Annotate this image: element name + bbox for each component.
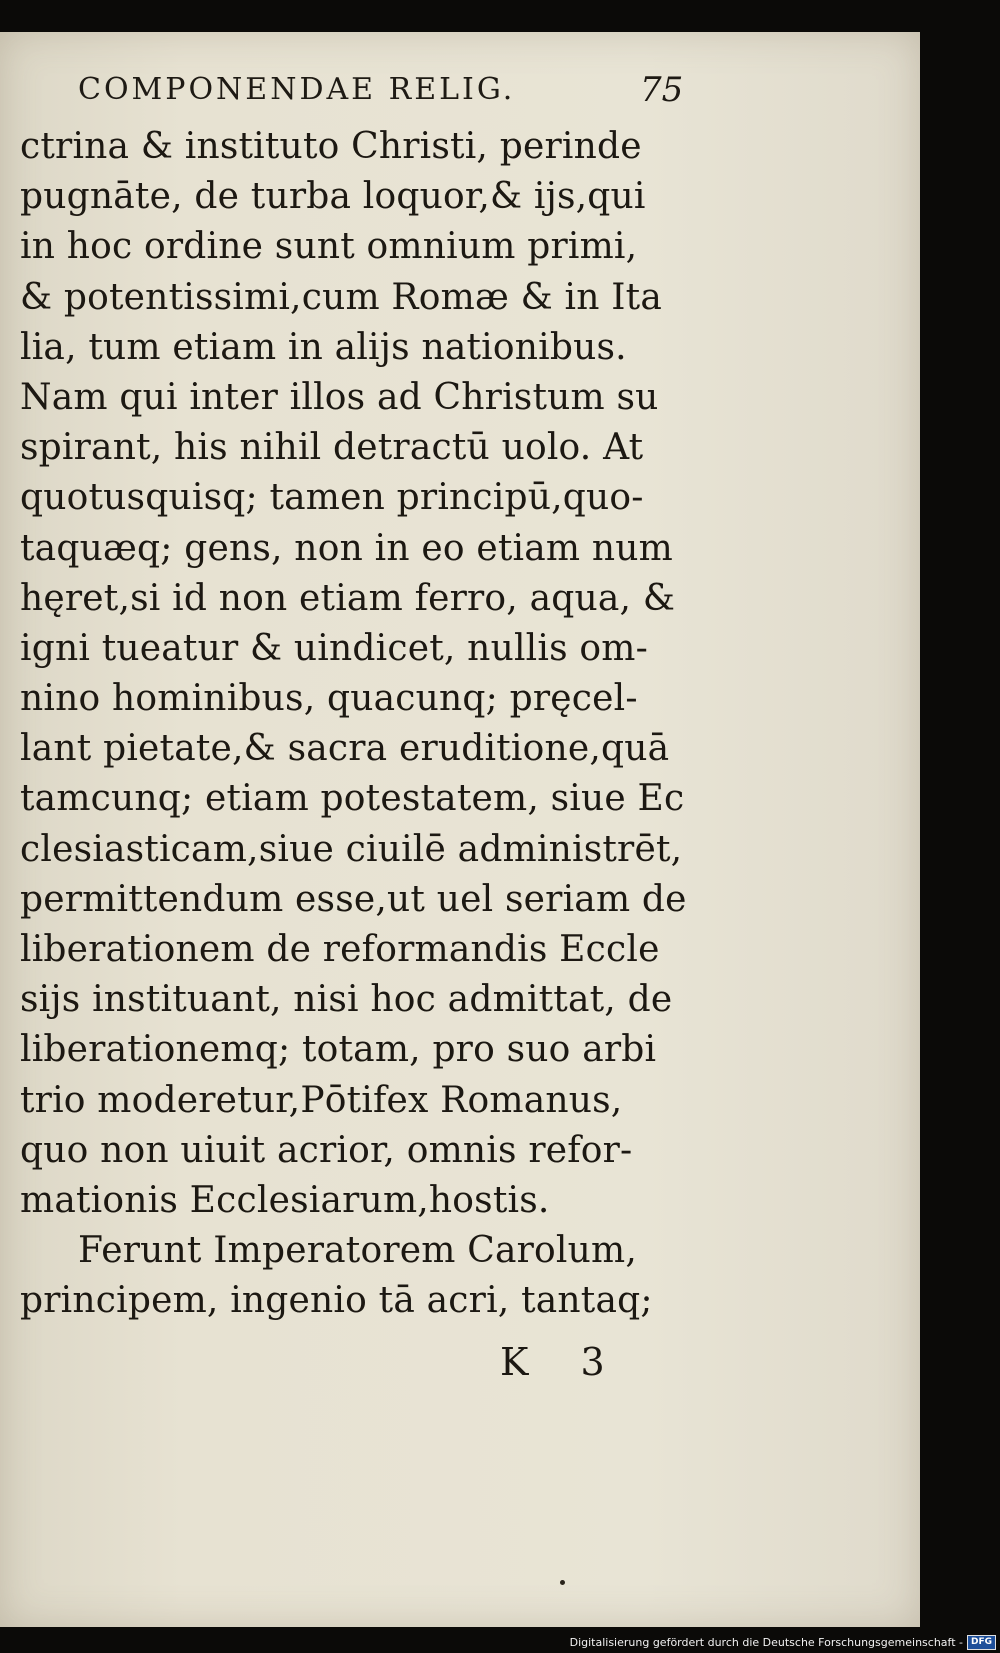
text-line: mationis Ecclesiarum,hostis. (20, 1179, 550, 1221)
text-line: lia, tum etiam in alijs nationibus. (20, 326, 627, 368)
text-line: principem, ingenio tā acri, tantaq; (20, 1280, 653, 1322)
text-line: quotusquisq; tamen principū,quo- (20, 477, 644, 519)
text-line: liberationemq; totam, pro suo arbi (20, 1029, 657, 1071)
text-line: & potentissimi,cum Romæ & in Ita (20, 276, 663, 318)
text-line: quo non uiuit acrior, omnis refor- (20, 1129, 633, 1171)
credit-text: Digitalisierung gefördert durch die Deutsche Forschungsgemeinschaft - (569, 1635, 963, 1649)
text-line: permittendum esse,ut uel seriam de (20, 878, 687, 920)
text-line: pugnāte, de turba loquor,& ijs,qui (20, 176, 646, 218)
page-number: 75 (640, 70, 684, 110)
paper-speck (560, 1580, 565, 1585)
book-page (0, 32, 920, 1627)
text-line: in hoc ordine sunt omnium primi, (20, 226, 638, 268)
paragraph-start-line: Ferunt Imperatorem Carolum, (78, 1230, 637, 1272)
signature-mark: K 3 (500, 1340, 625, 1384)
text-line: sijs instituant, nisi hoc admittat, de (20, 979, 673, 1021)
text-line: nino hominibus, quacunq; pręcel- (20, 678, 638, 720)
text-line: ctrina & instituto Christi, perinde (20, 126, 642, 167)
text-line: igni tueatur & uindicet, nullis om- (20, 627, 648, 669)
text-block (20, 122, 700, 1327)
running-head: COMPONENDAE RELIG. (78, 72, 516, 107)
text-line: Nam qui inter illos ad Christum su (20, 376, 659, 418)
text-line: clesiasticam,siue ciuilē administrēt, (20, 828, 683, 870)
footer-credit (570, 1634, 996, 1650)
text-line: hęret,si id non etiam ferro, aqua, & (20, 577, 676, 619)
text-line: taquæq; gens, non in eo etiam num (20, 527, 674, 569)
text-line: spirant, his nihil detractū uolo. At (20, 427, 644, 469)
text-line: tamcunq; etiam potestatem, siue Ec (20, 778, 685, 820)
text-line: lant pietate,& sacra eruditione,quā (20, 728, 670, 770)
text-line: liberationem de reformandis Eccle (20, 929, 660, 970)
dfg-logo: DFG (967, 1635, 996, 1650)
text-line: trio moderetur,Pōtifex Romanus, (20, 1079, 623, 1121)
